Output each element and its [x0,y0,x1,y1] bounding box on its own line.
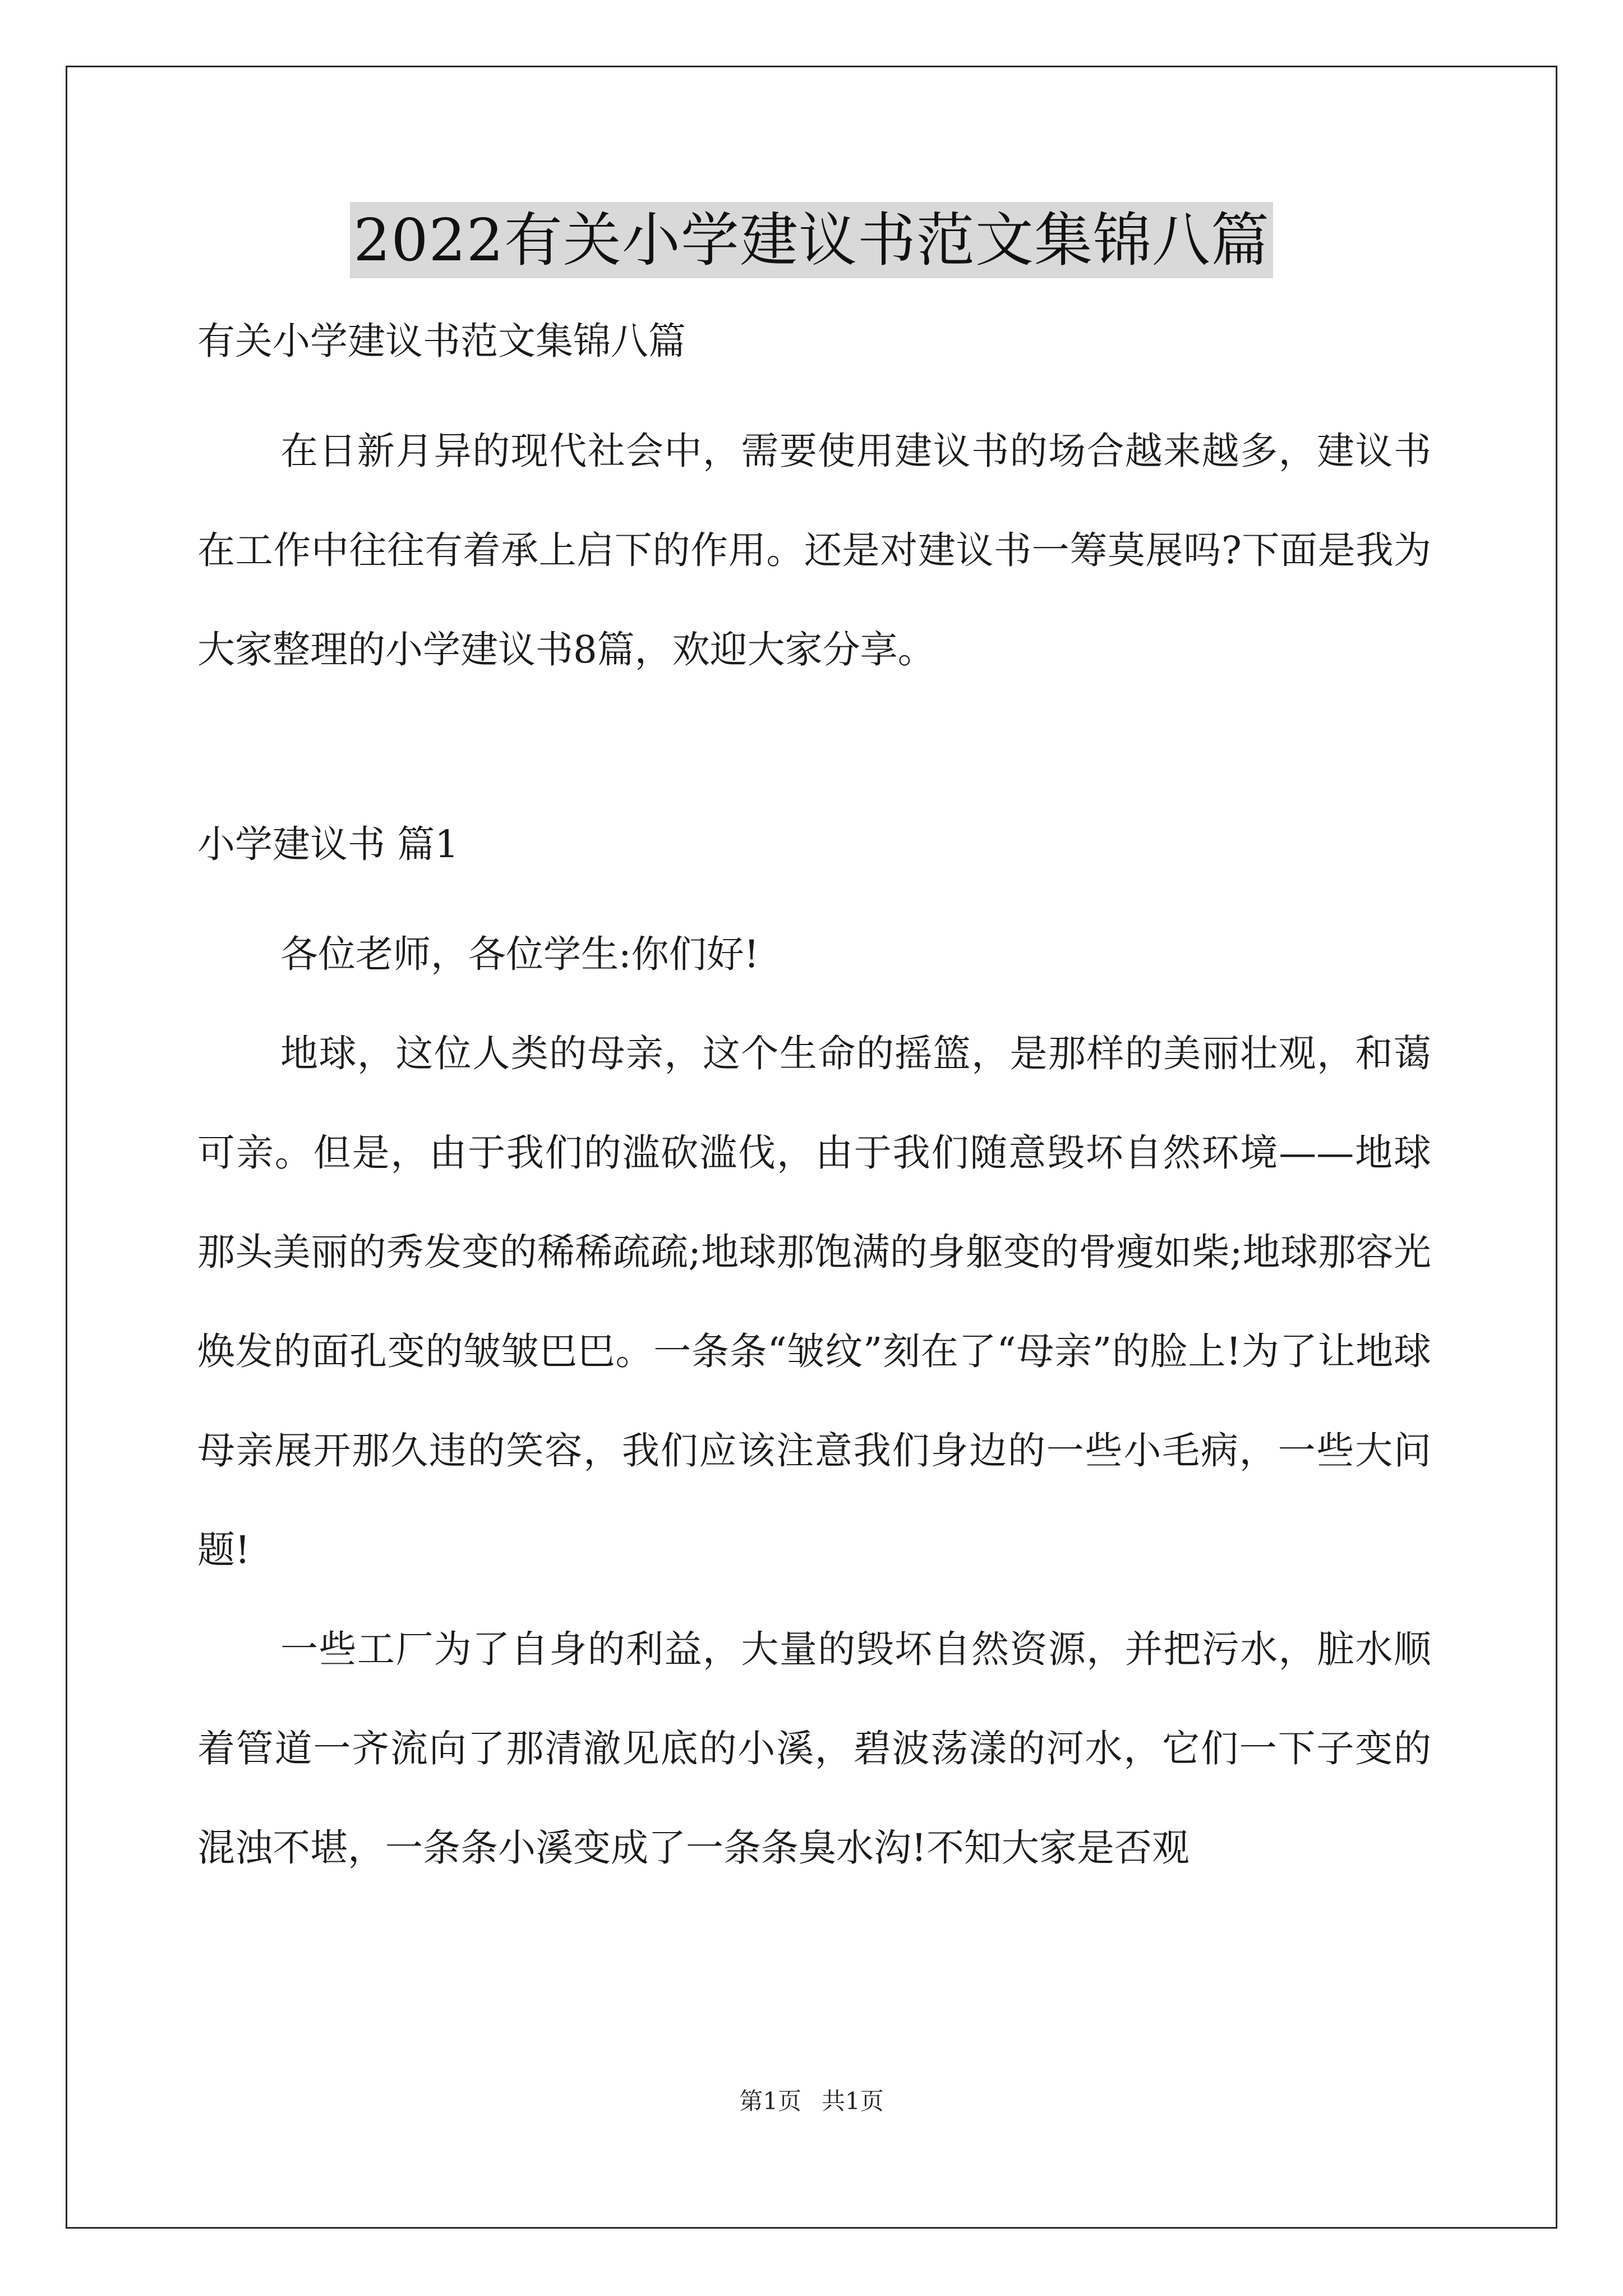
page-footer [0,2086,1623,2117]
greeting-paragraph: 各位老师，各位学生:你们好! [280,932,759,976]
title-wrap [0,202,1623,278]
body-paragraph-2: 一些工厂为了自身的利益，大量的毁坏自然资源，并把污水，脏水顺着管道一齐流向了那清澈见底的小溪，碧波荡漾的河水，它们一下子变的混浊不堪，一条条小溪变成了一条条臭水沟!不知大家是否观 [197,1627,1431,1870]
document-subtitle: 有关小学建议书范文集锦八篇 [197,319,686,363]
page-number-total: 共1页 [822,2087,884,2115]
document-title: 2022有关小学建议书范文集锦八篇 [350,202,1273,278]
page-number-current: 第1页 [739,2087,801,2115]
intro-paragraph: 在日新月异的现代社会中，需要使用建议书的场合越来越多，建议书在工作中往往有着承上启下的作用。还是对建议书一筹莫展吗?下面是我为大家整理的小学建议书8篇，欢迎大家分享。 [197,429,1431,671]
document-body [197,314,1431,1898]
body-paragraph-1: 地球，这位人类的母亲，这个生命的摇篮，是那样的美丽壮观，和蔼可亲。但是，由于我们的滥砍滥伐，由于我们随意毁坏自然环境——地球那头美丽的秀发变的稀稀疏疏;地球那饱满的身躯变的骨瘦如柴;地球那容光焕发的面孔变的皱皱巴巴。一条条“皱纹”刻在了“母亲”的脸上!为了让地球母亲展开那久违的笑容，我们应该注意我们身边的一些小毛病，一些大问题! [197,1032,1431,1572]
section-heading: 小学建议书 篇1 [197,822,459,866]
